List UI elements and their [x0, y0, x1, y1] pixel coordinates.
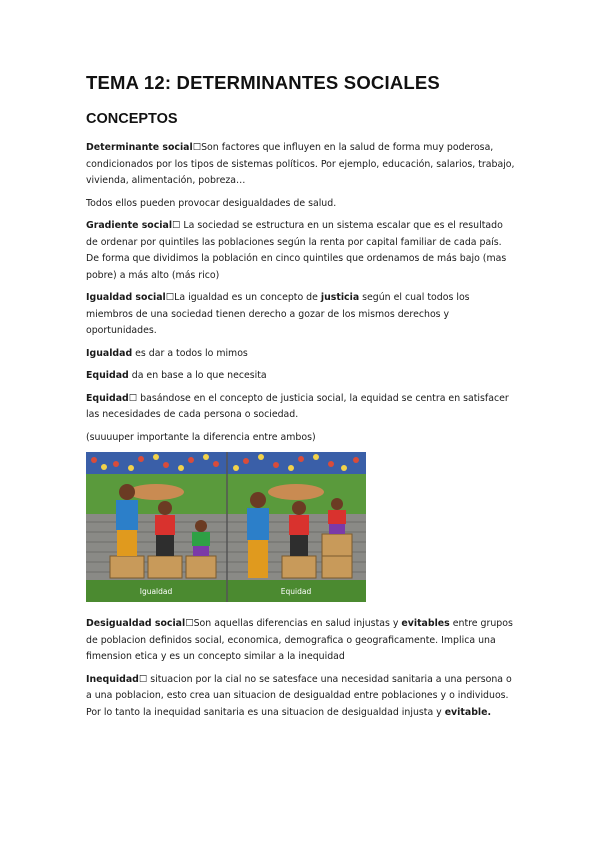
term-equidad: Equidad [86, 392, 129, 404]
term-gradiente: Gradiente social [86, 220, 173, 231]
paragraph-text: La igualdad es un concepto de [174, 292, 321, 303]
separator-glyph: ☐ [185, 618, 194, 629]
paragraph-text: La sociedad se estructura en un sistema escalar que es el resultado de ordenar por quintiles las poblaciones según la renta por capital familiar de cada país. De forma que dividimos la población en cinco quintiles que ordenamos de más bajo (mas pobre) a más alto (más rico) [86, 220, 507, 281]
paragraph-desigualdad-social [86, 616, 516, 666]
term-desigualdad-social: Desigualdad social [86, 618, 186, 629]
paragraph-inequidad [86, 672, 516, 722]
bold-evitables: evitables [401, 618, 450, 629]
term-equidad: Equidad [86, 370, 129, 381]
term-inequidad: Inequidad [86, 673, 139, 685]
paragraph-text: según el cual todos los miembros de una sociedad tienen derecho a gozar de los mismos derechos y oportunidades. [86, 292, 470, 336]
separator-glyph: ☐ [138, 673, 148, 685]
term-determinante: Determinante social [86, 142, 193, 153]
paragraph-gradiente [86, 218, 516, 284]
paragraph-text: es dar a todos lo mimos [132, 347, 248, 359]
paragraph-desigualdades: Todos ellos pueden provocar desigualdades de salud. [86, 197, 337, 209]
paragraph-igualdad [86, 346, 516, 363]
paragraph-determinante [86, 140, 516, 190]
paragraph-text: Son factores que influyen en la salud de forma muy poderosa, condicionados por los tipos de sistemas políticos. Por ejemplo, educación, salarios, trabajo, vivienda, alimentación, pobreza… [86, 142, 515, 186]
caption-equidad: Equidad [280, 587, 312, 596]
paragraph-note: (suuuuper importante la diferencia entre ambos) [86, 431, 316, 443]
caption-igualdad: Igualdad [139, 587, 173, 596]
paragraph-text: basándose en el concepto de justicia social, la equidad se centra en satisfacer las necesidades de cada persona o sociedad. [86, 392, 509, 420]
separator-glyph: ☐ [172, 220, 181, 231]
paragraph-text: entre grupos de poblacion definidos social, economica, demografica o geograficamente. Implica una fimension etica y es un concepto similar a la inequidad [86, 618, 513, 662]
paragraph-equidad [86, 391, 516, 424]
paragraph-text: da en base a lo que necesita [128, 370, 267, 381]
bold-justicia: justicia [320, 292, 360, 303]
document-page [86, 72, 516, 727]
term-igualdad: Igualdad [86, 347, 133, 359]
separator-glyph: ☐ [128, 392, 138, 404]
paragraph-igualdad-social [86, 290, 516, 340]
paragraph-text: situacion por la cial no se satesface una necesidad sanitaria a una persona o a una poblacion, esto crea uan situacion de desigualdad entre poblaciones y o individuos. Por lo tanto la inequidad sanitaria es una situacion de desigualdad injusta y [86, 673, 512, 718]
page-title: TEMA 12: DETERMINANTES SOCIALES [86, 72, 440, 93]
bold-evitable: evitable. [444, 706, 492, 718]
term-igualdad-social: Igualdad social [86, 292, 166, 303]
separator-glyph: ☐ [165, 292, 175, 303]
separator-glyph: ☐ [192, 142, 202, 153]
equality-equity-illustration [86, 452, 366, 602]
paragraph-equidad-short [86, 368, 516, 385]
paragraph-text: Son aquellas diferencias en salud injustas y [193, 618, 402, 629]
section-heading: CONCEPTOS [86, 111, 178, 127]
